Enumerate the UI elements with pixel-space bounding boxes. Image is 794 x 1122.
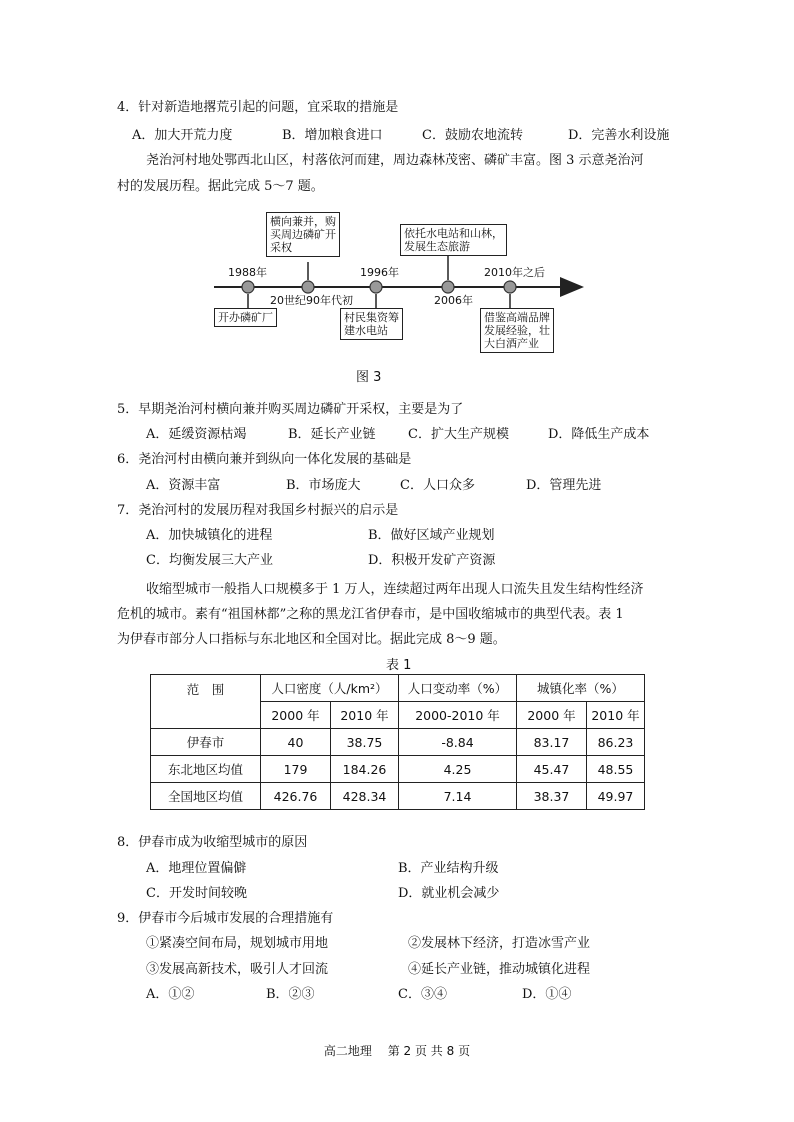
q7-stem: 7．尧治河村的发展历程对我国乡村振兴的启示是 — [117, 503, 399, 518]
q9-option-b: B．②③ — [266, 987, 315, 1002]
q6-option-b: B．市场庞大 — [286, 478, 361, 493]
q4-option-d: D．完善水利设施 — [568, 128, 670, 143]
q5-option-b: B．延长产业链 — [288, 427, 376, 442]
label-90s: 20世纪90年代初 — [270, 294, 353, 307]
header-density: 人口密度（人/km²） — [261, 675, 399, 702]
table-cell: 48.55 — [587, 756, 645, 783]
table-cell: 伊春市 — [151, 729, 261, 756]
label-1996: 1996年 — [360, 266, 399, 279]
q4-option-a: A．加大开荒力度 — [132, 128, 233, 143]
q9-statement-3: ③发展高新技术，吸引人才回流 — [146, 962, 329, 977]
subheader-cell: 2000 年 — [517, 702, 587, 729]
q5-stem: 5．早期尧治河村横向兼并购买周边磷矿开采权，主要是为了 — [117, 402, 464, 417]
timeline-dot-2010 — [504, 281, 516, 293]
q9-stem: 9．伊春市今后城市发展的合理措施有 — [117, 911, 334, 926]
q6-option-d: D．管理先进 — [526, 478, 602, 493]
subheader-cell: 2010 年 — [587, 702, 645, 729]
intro1-line2: 村的发展历程。据此完成 5～7 题。 — [117, 179, 324, 194]
table-cell: 49.97 — [587, 783, 645, 810]
table-cell: 83.17 — [517, 729, 587, 756]
table-cell: -8.84 — [399, 729, 517, 756]
intro2-line2: 危机的城市。素有“祖国林都”之称的黑龙江省伊春市，是中国收缩城市的典型代表。表 1 — [117, 607, 624, 622]
table-cell: 东北地区均值 — [151, 756, 261, 783]
table-title: 表 1 — [386, 658, 412, 673]
table-cell: 184.26 — [331, 756, 399, 783]
q9-statement-1: ①紧凑空间布局，规划城市用地 — [146, 936, 329, 951]
intro2-line3: 为伊春市部分人口指标与东北地区和全国对比。据此完成 8～9 题。 — [117, 632, 506, 647]
label-1988: 1988年 — [228, 266, 267, 279]
event-box-merger: 横向兼并，购 买周边磷矿开 采权 — [266, 212, 340, 257]
q7-option-b: B．做好区域产业规划 — [368, 528, 495, 543]
population-table — [150, 674, 645, 810]
q6-option-c: C．人口众多 — [400, 478, 475, 493]
intro2-line1: 收缩型城市一般指人口规模多于 1 万人，连续超过两年出现人口流失且发生结构性经济 — [146, 582, 644, 597]
table-cell: 86.23 — [587, 729, 645, 756]
q9-statement-4: ④延长产业链，推动城镇化进程 — [408, 962, 591, 977]
timeline-dot-90s — [302, 281, 314, 293]
header-change: 人口变动率（%） — [399, 675, 517, 702]
label-2010: 2010年之后 — [484, 266, 545, 279]
q9-option-c: C．③④ — [398, 987, 447, 1002]
table-cell: 38.75 — [331, 729, 399, 756]
q8-option-b: B．产业结构升级 — [398, 861, 499, 876]
timeline-dot-2006 — [442, 281, 454, 293]
table-cell: 179 — [261, 756, 331, 783]
table-cell: 45.47 — [517, 756, 587, 783]
table-cell: 426.76 — [261, 783, 331, 810]
q8-option-a: A．地理位置偏僻 — [146, 861, 247, 876]
page-footer: 高二地理 第 2 页 共 8 页 — [323, 1044, 471, 1058]
q5-option-d: D．降低生产成本 — [548, 427, 650, 442]
q4-stem: 4．针对新造地撂荒引起的问题，宜采取的措施是 — [117, 100, 399, 115]
q4-option-c: C．鼓励农地流转 — [422, 128, 523, 143]
q9-option-a: A．①② — [146, 987, 195, 1002]
table-header-row — [151, 675, 645, 702]
event-box-phosphate-plant: 开办磷矿厂 — [214, 308, 277, 327]
label-2006: 2006年 — [434, 294, 473, 307]
q7-option-d: D．积极开发矿产资源 — [368, 553, 496, 568]
table-cell: 38.37 — [517, 783, 587, 810]
q5-option-a: A．延缓资源枯竭 — [146, 427, 247, 442]
q5-option-c: C．扩大生产规模 — [408, 427, 509, 442]
subheader-cell: 2010 年 — [331, 702, 399, 729]
figure-caption: 图 3 — [356, 370, 382, 385]
table-cell: 7.14 — [399, 783, 517, 810]
timeline-dot-1996 — [370, 281, 382, 293]
q9-statement-2: ②发展林下经济，打造冰雪产业 — [408, 936, 591, 951]
table-cell: 428.34 — [331, 783, 399, 810]
event-box-hydropower: 村民集资筹 建水电站 — [340, 308, 403, 340]
table-cell: 全国地区均值 — [151, 783, 261, 810]
q6-option-a: A．资源丰富 — [146, 478, 221, 493]
q4-option-b: B．增加粮食进口 — [282, 128, 383, 143]
subheader-cell: 2000-2010 年 — [399, 702, 517, 729]
table-row — [151, 756, 645, 783]
table-row — [151, 729, 645, 756]
event-box-liquor: 借鉴高端品牌 发展经验，壮 大白酒产业 — [480, 308, 554, 353]
table-row — [151, 783, 645, 810]
header-urban: 城镇化率（%） — [517, 675, 645, 702]
q9-option-d: D．①④ — [522, 987, 572, 1002]
intro1-line1: 尧治河村地处鄂西北山区，村落依河而建，周边森林茂密、磷矿丰富。图 3 示意尧治河 — [146, 153, 644, 168]
subheader-cell: 2000 年 — [261, 702, 331, 729]
table-cell: 40 — [261, 729, 331, 756]
q7-option-a: A．加快城镇化的进程 — [146, 528, 273, 543]
q7-option-c: C．均衡发展三大产业 — [146, 553, 273, 568]
q8-stem: 8．伊春市成为收缩型城市的原因 — [117, 835, 308, 850]
q6-stem: 6．尧治河村由横向兼并到纵向一体化发展的基础是 — [117, 452, 412, 467]
table-cell: 4.25 — [399, 756, 517, 783]
timeline-dot-1988 — [242, 281, 254, 293]
q8-option-c: C．开发时间较晚 — [146, 886, 247, 901]
timeline-figure — [212, 210, 592, 360]
event-box-eco-tourism: 依托水电站和山林， 发展生态旅游 — [400, 224, 507, 256]
header-scope: 范 围 — [151, 675, 261, 729]
q8-option-d: D．就业机会减少 — [398, 886, 500, 901]
